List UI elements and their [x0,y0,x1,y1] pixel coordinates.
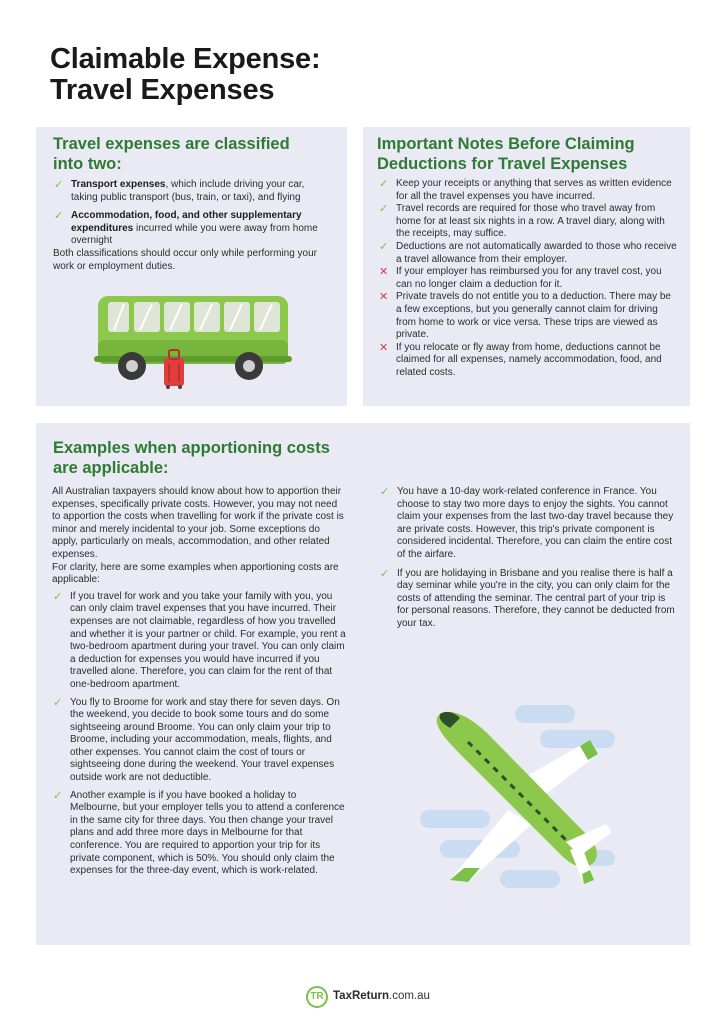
airplane-illustration [420,700,620,895]
panel-important-notes-heading: Important Notes Before Claiming Deductions for Travel Expenses [377,135,635,173]
item-text: You have a 10-day work-related conference in France. You choose to stay two more days to enjoy the sights. You cannot claim your expenses from the last two-day travel because they are private costs. However, this trip's private component is considered incidental. Therefore, you can claim the entire cost of the airfare. [397,486,674,560]
panel-apportioning-heading: Examples when apportioning costs are applicable: [53,439,330,477]
list-item [52,790,348,878]
list-item [378,342,678,380]
item-bold: Transport expenses [71,179,166,190]
check-icon: ✓ [380,567,390,580]
apportioning-left-column [52,486,348,878]
brand-bold: TaxReturn [333,990,390,1002]
list-item [379,486,675,562]
item-text: If you relocate or fly away from home, deductions cannot be claimed for all expenses, namely accommodation, food, and related costs. [396,341,662,378]
title-line-1: Claimable Expense: [50,43,321,75]
check-icon: ✓ [54,210,64,223]
taxreturn-logo-icon: TR [306,986,328,1008]
item-text: incurred while you were away from home overnight [71,222,318,247]
check-icon: ✓ [53,789,63,802]
brand-name [333,990,430,1002]
item-text: Private travels do not entitle you to a deduction. There may be a few exceptions, but you generally cannot claim for driving from home to work or vice versa. These trips are viewed as private. [396,291,671,341]
classification-note: Both classifications should occur only while performing your work or employment duties. [53,247,318,272]
footer-brand [0,986,724,1010]
item-bold: Accommodation, food, and other supplementary expenditures [71,210,302,234]
check-icon: ✓ [380,486,390,498]
cross-icon: ✕ [379,291,389,304]
list-item [53,179,331,204]
list-item [52,591,348,692]
panel-classification-heading: Travel expenses are classified into two: [53,135,290,173]
cross-icon: ✕ [379,341,389,354]
list-item [52,697,348,785]
list-item [53,210,331,248]
panel-important-notes [363,127,690,406]
item-text: If you travel for work and you take your family with you, you can only claim travel expenses that you have incurred. Their expenses are not claimable, regardless of how you travelled and whether it is your partner or child. For example, you rent a two-bedroom apartment during your travel. You can only claim a deduction for expenses you would have incurred if you travelled alone. Therefore, you can claim for the rent of that one-bedroom apartment. [70,590,346,690]
page-title [50,44,320,106]
check-icon: ✓ [379,178,389,190]
item-text: Another example is if you have booked a holiday to Melbourne, but your employer tells you to attend a conference in the same city for three days. You then change your travel plans and add three more days in Melbourne for that conference. You are required to apportion your trip for its private component, which is 50%. You should only claim the expenses for the three-day event, which is work-related. [70,789,345,877]
item-text: You fly to Broome for work and stay there for seven days. On the weekend, you decide to book some tours and do some sightseeing around Broome. You can only claim your trip to Broome, including your accommodation, meals, flights, and other expenses. You cannot claim the cost of tours or sightseeing done during the weekend. Your travel expenses outside work are not deductible. [70,696,340,784]
item-text: If your employer has reimbursed you for any travel cost, you can no longer claim a deduction for it. [396,266,662,290]
check-icon: ✓ [379,203,389,216]
intro-paragraph-2: For clarity, here are some examples when apportioning costs are applicable: [52,561,339,586]
check-icon: ✓ [53,590,63,603]
item-text: If you are holidaying in Brisbane and you realise there is half a day seminar while you're in the city, you can only claim for the costs of attending the seminar. The central part of your trip is for personal reasons. Therefore, they cannot be deducted from your tax. [397,567,675,629]
classification-content [53,179,331,273]
check-icon: ✓ [54,179,64,191]
cross-icon: ✕ [379,266,389,279]
list-item [378,178,678,203]
apportioning-right-column [379,486,675,631]
list-item [378,291,678,341]
check-icon: ✓ [379,240,389,253]
notes-content [378,178,678,380]
list-item [378,241,678,266]
item-text: Travel records are required for those who travel away from home for at least six nights in a row. A travel diary, along with the receipts, may suffice. [396,203,665,240]
intro-paragraph: All Australian taxpayers should know about how to apportion their expenses, specifically private costs. However, you may not need to apportion the costs when travelling for work if the private cost is minor and merely incidental to your job. Some exceptions do apply, particularly on meals, accommodation, and other related expenses. [52,486,344,560]
check-icon: ✓ [53,696,63,709]
item-text: Deductions are not automatically awarded to those who receive a travel allowance from their employer. [396,240,677,265]
list-item [378,203,678,241]
title-line-2: Travel Expenses [50,74,275,106]
list-item [378,266,678,291]
item-text: Keep your receipts or anything that serves as written evidence for all the travel expenses you have incurred. [396,178,672,202]
bus-illustration [94,290,294,390]
list-item [379,568,675,631]
brand-domain: .com.au [389,990,430,1002]
item-text: , which include driving your car, taking public transport (bus, train, or taxi), and flying [71,179,305,203]
